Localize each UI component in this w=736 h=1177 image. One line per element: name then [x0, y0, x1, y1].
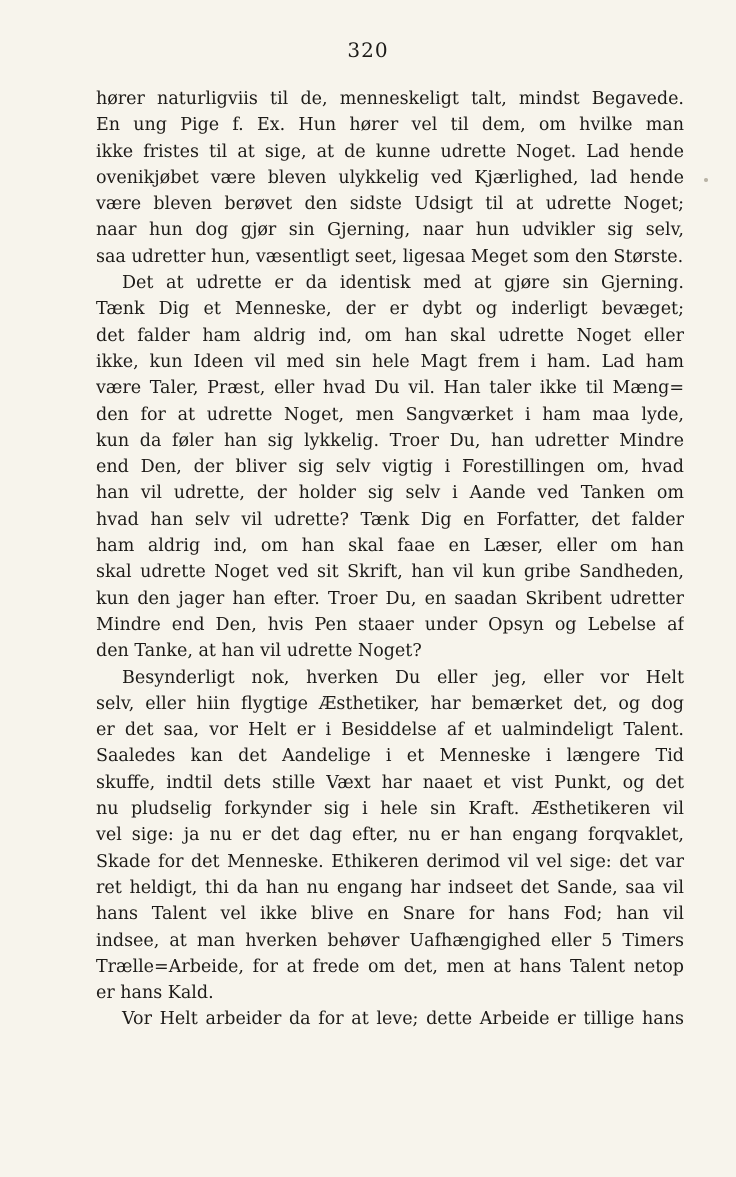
text-line: Saaledes kan det Aandelige i et Menneske i længere Tid [96, 746, 684, 767]
text-line: er det saa, vor Helt er i Besiddelse af et ualmindeligt Talent. [96, 720, 684, 741]
text-line: naar hun dog gjør sin Gjerning, naar hun udvikler sig selv, [96, 220, 684, 241]
margin-speck [704, 178, 708, 182]
text-line: den Tanke, at han vil udrette Noget? [96, 641, 422, 662]
text-line: Tænk Dig et Menneske, der er dybt og inderligt bevæget; [96, 299, 684, 320]
text-line: ikke fristes til at sige, at de kunne udrette Noget. Lad hende [96, 141, 684, 162]
text-line: er hans Kald. [96, 983, 214, 1004]
text-line: ovenikjøbet være bleven ulykkelig ved Kjærlighed, lad hende [96, 167, 684, 188]
text-line: Mindre end Den, hvis Pen staaer under Opsyn og Lebelse af [96, 614, 684, 635]
text-line: Besynderligt nok, hverken Du eller jeg, eller vor Helt [122, 667, 684, 688]
text-line: indsee, at man hverken behøver Uafhængighed eller 5 Timers [96, 930, 684, 951]
text-line: hvad han selv vil udrette? Tænk Dig en Forfatter, det falder [96, 509, 684, 530]
body-text [96, 86, 684, 1033]
text-line: end Den, der bliver sig selv vigtig i Forestillingen om, hvad [96, 457, 684, 478]
text-line: hører naturligviis til de, menneskeligt talt, mindst Begavede. [96, 89, 684, 109]
text-line: skal udrette Noget ved sit Skrift, han vil kun gribe Sandheden, [96, 562, 684, 583]
text-line: hans Talent vel ikke blive en Snare for hans Fod; han vil [96, 904, 684, 925]
text-line: ikke, kun Ideen vil med sin hele Magt frem i ham. Lad ham [96, 351, 684, 372]
text-line: saa udretter hun, væsentligt seet, ligesaa Meget som den Største. [96, 246, 684, 267]
text-line: Trælle=Arbeide, for at frede om det, men at hans Talent netop [96, 956, 684, 977]
text-line: skuffe, indtil dets stille Væxt har naaet et vist Punkt, og det [96, 772, 684, 793]
text-line: Skade for det Menneske. Ethikeren derimod vil vel sige: det var [96, 851, 684, 872]
text-line: Vor Helt arbeider da for at leve; dette Arbeide er tillige hans [122, 1009, 684, 1030]
text-line: Det at udrette er da identisk med at gjøre sin Gjerning. [122, 273, 684, 294]
text-line: kun den jager han efter. Troer Du, en saadan Skribent udretter [96, 588, 684, 609]
page-number: 320 [347, 38, 389, 62]
text-line: selv, eller hiin flygtige Æsthetiker, har bemærket det, og dog [96, 693, 684, 714]
text-line: kun da føler han sig lykkelig. Troer Du, han udretter Mindre [96, 430, 684, 451]
text-line: ham aldrig ind, om han skal faae en Læser, eller om han [96, 536, 684, 557]
text-line: være Taler, Præst, eller hvad Du vil. Han taler ikke til Mæng= [96, 378, 684, 399]
text-line: han vil udrette, der holder sig selv i Aande ved Tanken om [96, 483, 684, 504]
text-line: den for at udrette Noget, men Sangværket i ham maa lyde, [96, 404, 684, 425]
text-line: nu pludselig forkynder sig i hele sin Kraft. Æsthetikeren vil [96, 799, 684, 820]
text-line: En ung Pige f. Ex. Hun hører vel til dem, om hvilke man [96, 115, 684, 136]
text-line: det falder ham aldrig ind, om han skal udrette Noget eller [96, 325, 684, 346]
text-line: ret heldigt, thi da han nu engang har indseet det Sande, saa vil [96, 877, 684, 898]
text-line: vel sige: ja nu er det dag efter, nu er han engang forqvaklet, [96, 825, 684, 846]
text-line: være bleven berøvet den sidste Udsigt til at udrette Noget; [96, 194, 684, 215]
